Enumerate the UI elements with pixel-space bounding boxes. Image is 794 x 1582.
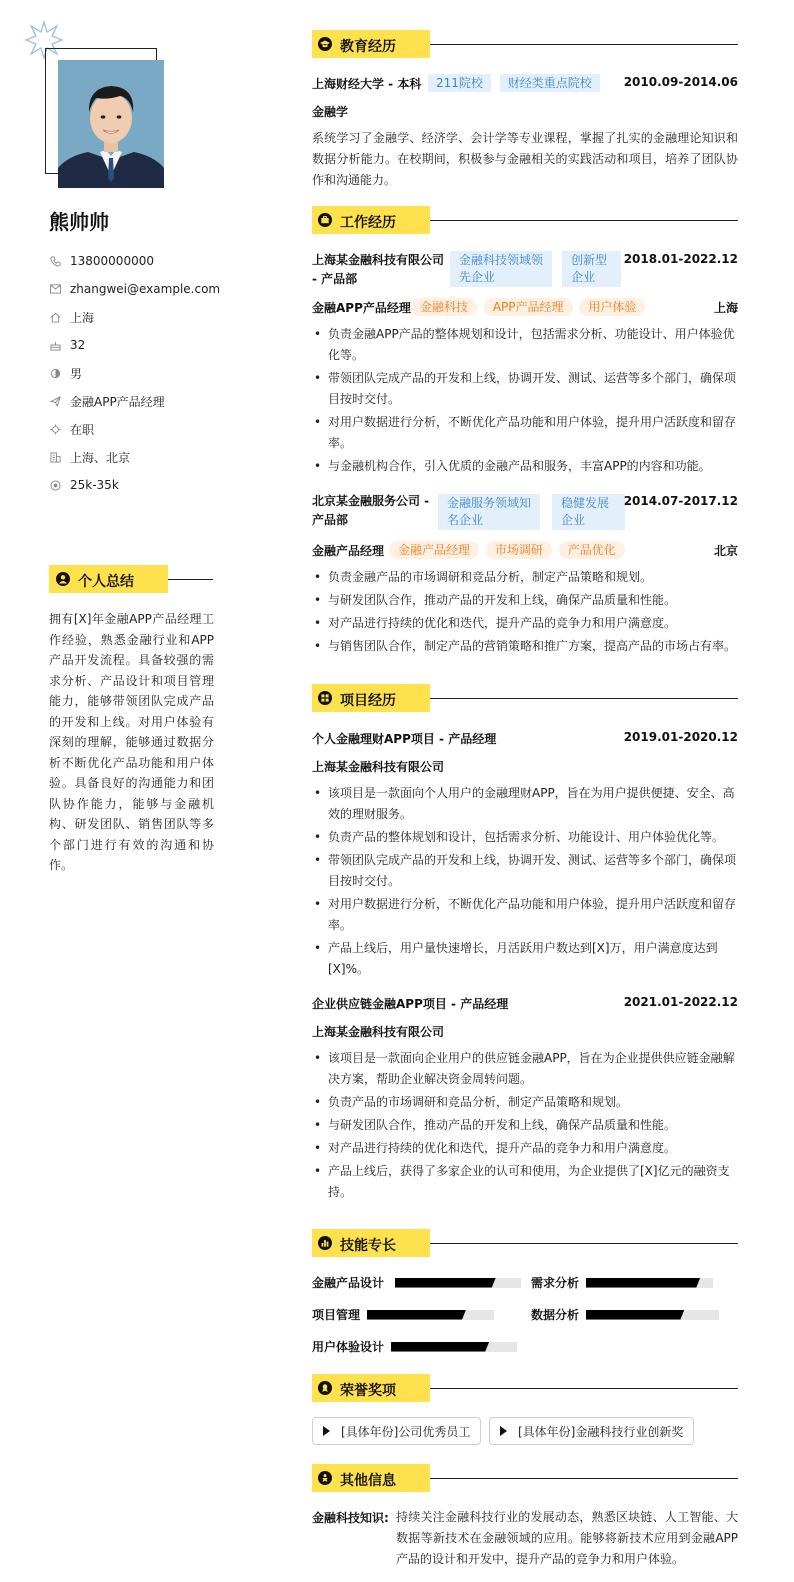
- job-tag: 金融服务领域知 名企业: [438, 494, 540, 530]
- info-gender: [49, 359, 220, 387]
- list-item: • 负责产品的整体规划和设计，包括需求分析、功能设计、用户体验优化等。: [312, 827, 738, 848]
- salary-icon: [49, 479, 61, 491]
- contact-info-list: [49, 247, 220, 499]
- summary-text: 拥有[X]年金融APP产品经理工作经验，熟悉金融行业和APP产品开发流程。具备较强的需求分析、产品设计和项目管理能力，能够带领团队完成产品的开发和上线。对用户体验有深刻的理解，能够通过数据分析不断优化产品功能和用户体验。具备良好的沟通能力和团队协作能力，能够与金融机构、研发团队、销售团队等多个部门进行有效的沟通和协作。: [49, 612, 214, 872]
- avatar: [58, 60, 164, 188]
- skill-tag: 用户体验: [579, 298, 645, 316]
- award-text: [具体年份]金融科技行业创新奖: [518, 1424, 684, 1439]
- status-icon: [49, 423, 61, 435]
- skill-tag: 金融科技: [411, 298, 477, 316]
- award-icon: [318, 1381, 332, 1395]
- education-major: 金融学: [312, 105, 349, 119]
- skill-tag: 市场调研: [486, 541, 552, 559]
- skill-item: [531, 1274, 713, 1291]
- project-company: 上海某金融科技有限公司: [312, 1025, 445, 1039]
- salary-text: 25k-35k: [70, 478, 119, 492]
- education-tags: [428, 74, 600, 92]
- list-item: • 对用户数据进行分析，不断优化产品功能和用户体验，提升用户活跃度和留存率。: [312, 894, 738, 936]
- award-item: [489, 1417, 694, 1445]
- job-company-line: 产品部: [312, 513, 349, 527]
- projects-title: 项目经历: [340, 693, 396, 709]
- job-tag: 金融科技领域领 先企业: [450, 251, 552, 287]
- other-text: 持续关注金融科技行业的发展动态，熟悉区块链、人工智能、大数据等新技术在金融领域的应用。能够将新技术应用到金融APP产品的设计和开发中，提升产品的竞争力和用户体验。: [396, 1510, 738, 1566]
- email-text: zhangwei@example.com: [70, 282, 221, 296]
- education-section-title: [312, 30, 738, 58]
- skill-tag: APP产品经理: [484, 298, 573, 316]
- skill-item: [312, 1306, 494, 1323]
- info-email: [49, 275, 220, 303]
- skill-item: [531, 1306, 719, 1323]
- job-bullets: [312, 567, 738, 659]
- education-tag: 211院校: [428, 74, 491, 92]
- education-school: 上海财经大学 - 本科: [312, 77, 422, 91]
- job-tag: 创新型 企业: [562, 251, 621, 287]
- skill-name: 需求分析: [531, 1276, 580, 1290]
- skill-bar: [586, 1278, 713, 1288]
- project-name: 企业供应链金融APP项目 - 产品经理: [312, 997, 509, 1011]
- phone-icon: [49, 255, 61, 267]
- email-icon: [49, 283, 61, 295]
- work-title: 工作经历: [340, 215, 396, 231]
- info-status: [49, 415, 220, 443]
- education-title: 教育经历: [340, 39, 396, 55]
- job-date: 2018.01-2022.12: [623, 252, 738, 266]
- project-date: 2021.01-2022.12: [623, 995, 738, 1009]
- list-item: • 与金融机构合作，引入优质的金融产品和服务，丰富APP的内容和功能。: [312, 456, 738, 477]
- graduation-cap-icon: [318, 37, 332, 51]
- position-text: 金融APP产品经理: [70, 394, 165, 409]
- list-item: • 与研发团队合作，推动产品的开发和上线，确保产品质量和性能。: [312, 1115, 738, 1136]
- info-position: [49, 387, 220, 415]
- job-company: [312, 251, 448, 289]
- list-item: • 负责金融APP产品的整体规划和设计，包括需求分析、功能设计、用户体验优化等。: [312, 324, 738, 366]
- skill-item: [312, 1274, 521, 1291]
- briefcase-icon: [318, 213, 332, 227]
- project-date: 2019.01-2020.12: [623, 730, 738, 744]
- target-city-text: 上海、北京: [70, 450, 131, 465]
- skill-tag: 金融产品经理: [389, 541, 479, 559]
- job-skill-tags: [411, 298, 645, 316]
- bar-chart-icon: [318, 1236, 332, 1250]
- skill-bar: [367, 1310, 494, 1320]
- education-description: 系统学习了金融学、经济学、会计学等专业课程，掌握了扎实的金融理论知识和数据分析能力。在校期间，积极参与金融相关的实践活动和项目，培养了团队协作和沟通能力。: [312, 131, 738, 187]
- list-item: • 带领团队完成产品的开发和上线，协调开发、测试、运营等多个部门，确保项目按时交付。: [312, 850, 738, 892]
- list-item: • 该项目是一款面向个人用户的金融理财APP，旨在为用户提供便捷、安全、高效的理财服务。: [312, 783, 738, 825]
- home-icon: [49, 311, 61, 323]
- skill-name: 数据分析: [531, 1308, 580, 1322]
- list-item: • 该项目是一款面向企业用户的供应链金融APP，旨在为企业提供供应链金融解决方案，帮助企业解决资金周转问题。: [312, 1048, 738, 1090]
- list-item: • 对产品进行持续的优化和迭代，提升产品的竞争力和用户满意度。: [312, 1138, 738, 1159]
- project-name: 个人金融理财APP项目 - 产品经理: [312, 732, 497, 746]
- job-company-line: - 产品部: [312, 272, 358, 286]
- user-icon: [56, 572, 70, 586]
- job-company-line: 上海某金融科技有限公司: [312, 253, 445, 267]
- job-company: [312, 492, 436, 530]
- skill-bar: [586, 1310, 719, 1320]
- list-item: • 对用户数据进行分析，不断优化产品功能和用户体验，提升用户活跃度和留存率。: [312, 412, 738, 454]
- info-salary: [49, 471, 220, 499]
- summary-section-title: [49, 565, 213, 593]
- skill-name: 用户体验设计: [312, 1340, 385, 1354]
- job-company-line: 北京某金融服务公司 -: [312, 494, 430, 508]
- skill-bar: [391, 1342, 517, 1352]
- list-item: • 带领团队完成产品的开发和上线，协调开发、测试、运营等多个部门，确保项目按时交付。: [312, 368, 738, 410]
- list-item: • 负责金融产品的市场调研和竞品分析，制定产品策略和规划。: [312, 567, 738, 588]
- list-item: • 与销售团队合作，制定产品的营销策略和推广方案，提高产品的市场占有率。: [312, 636, 738, 657]
- gender-text: 男: [70, 366, 83, 381]
- job-skill-tags: [389, 541, 625, 559]
- left-column: [0, 0, 240, 1582]
- job-city: 北京: [713, 544, 738, 558]
- info-target-city: [49, 443, 220, 471]
- education-date: 2010.09-2014.06: [623, 75, 738, 89]
- list-item: • 产品上线后，用户量快速增长，月活跃用户数达到[X]万，用户满意度达到[X]%。: [312, 938, 738, 980]
- job-tag: 稳健发展 企业: [552, 494, 625, 530]
- cake-icon: [49, 339, 61, 351]
- play-triangle-icon: [323, 1426, 330, 1436]
- skill-name: 项目管理: [312, 1308, 361, 1322]
- project-bullets: [312, 1048, 738, 1205]
- skills-section-title: [312, 1229, 738, 1257]
- skill-tag: 产品优化: [559, 541, 625, 559]
- awards-title: 荣誉奖项: [340, 1383, 396, 1399]
- info-age: [49, 331, 220, 359]
- phone-text: 13800000000: [70, 254, 154, 268]
- list-item: • 与研发团队合作，推动产品的开发和上线，确保产品质量和性能。: [312, 590, 738, 611]
- list-item: • 对产品进行持续的优化和迭代，提升产品的竞争力和用户满意度。: [312, 613, 738, 634]
- city-text: 上海: [70, 310, 95, 325]
- other-section-title: [312, 1464, 738, 1492]
- list-item: • 产品上线后，获得了多家企业的认可和使用，为企业提供了[X]亿元的融资支持。: [312, 1161, 738, 1203]
- awards-section-title: [312, 1374, 738, 1402]
- project-company: 上海某金融科技有限公司: [312, 760, 445, 774]
- other-title: 其他信息: [340, 1473, 396, 1489]
- summary-title: 个人总结: [78, 574, 134, 590]
- list-item: • 负责产品的市场调研和竞品分析，制定产品策略和规划。: [312, 1092, 738, 1113]
- job-date: 2014.07-2017.12: [623, 494, 738, 508]
- info-city: [49, 303, 220, 331]
- send-icon: [49, 395, 61, 407]
- info-phone: [49, 247, 220, 275]
- job-bullets: [312, 324, 738, 479]
- projects-section-title: [312, 684, 738, 712]
- other-label: 金融科技知识:: [312, 1511, 389, 1525]
- job-city: 上海: [713, 301, 738, 315]
- status-text: 在职: [70, 422, 95, 437]
- skill-name: 金融产品设计: [312, 1276, 385, 1290]
- candidate-name: 熊帅帅: [49, 210, 109, 234]
- job-role: 金融APP产品经理: [312, 301, 411, 315]
- project-bullets: [312, 783, 738, 982]
- education-tag: 财经类重点院校: [500, 74, 600, 92]
- award-text: [具体年份]公司优秀员工: [341, 1424, 471, 1439]
- age-text: 32: [70, 338, 86, 352]
- play-triangle-icon: [500, 1426, 507, 1436]
- award-item: [312, 1417, 481, 1445]
- skill-item: [312, 1338, 517, 1355]
- skills-title: 技能专长: [340, 1238, 396, 1254]
- building-icon: [49, 451, 61, 463]
- person-icon: [318, 1471, 332, 1485]
- gender-icon: [49, 367, 61, 379]
- work-section-title: [312, 206, 738, 234]
- skill-bar: [395, 1278, 521, 1288]
- job-role: 金融产品经理: [312, 544, 385, 558]
- grid-icon: [318, 691, 332, 705]
